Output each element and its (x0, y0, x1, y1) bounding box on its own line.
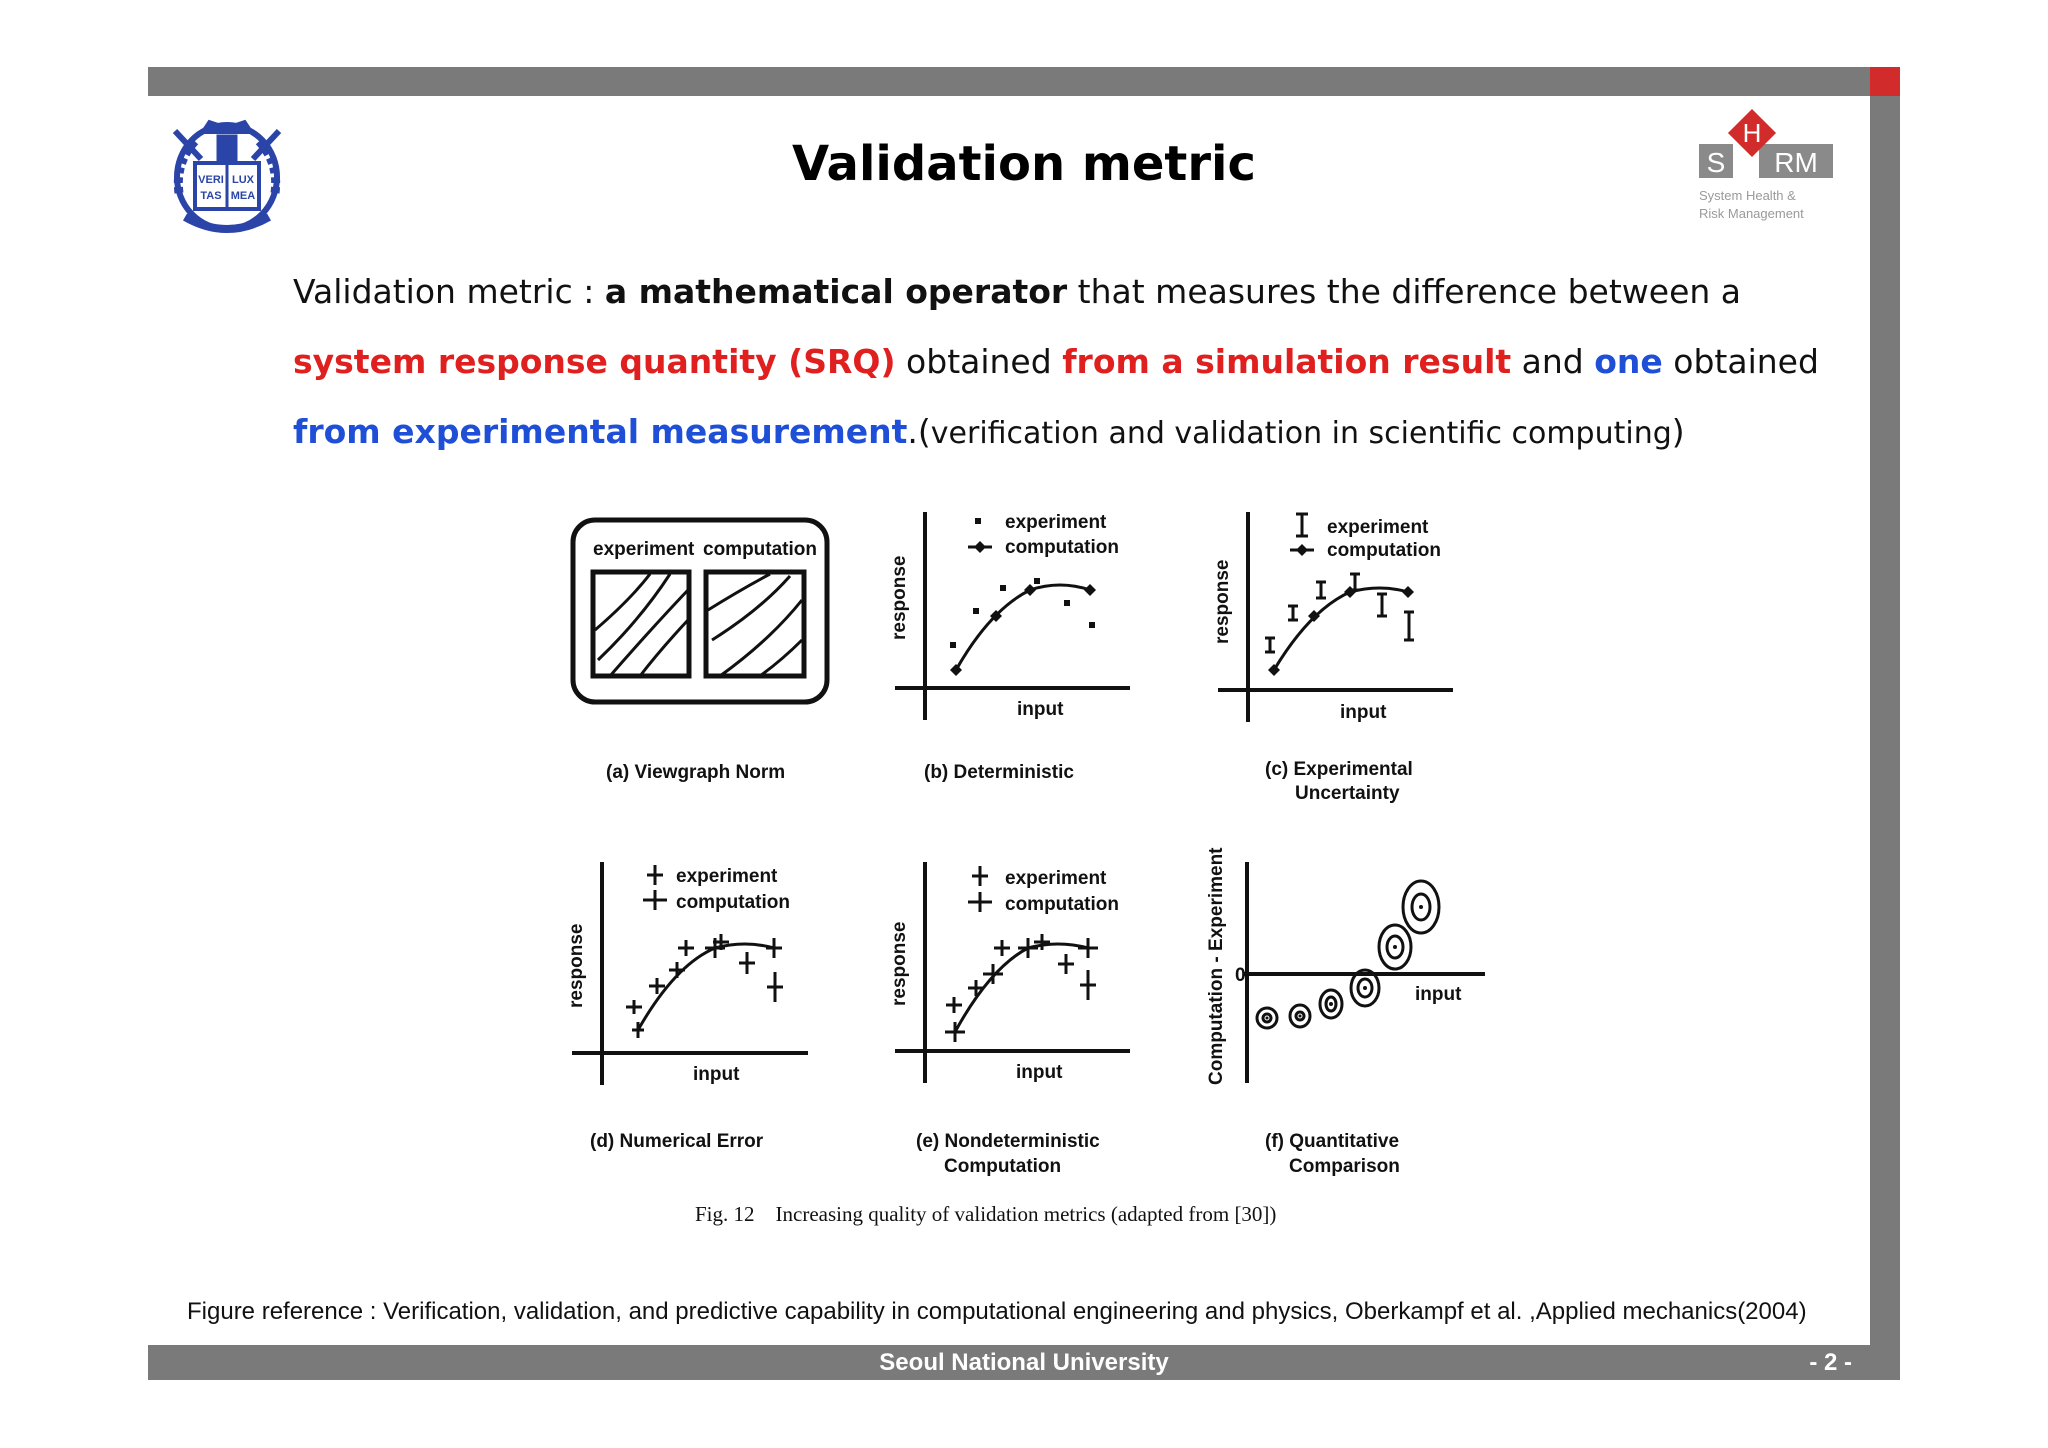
corner-accent (1870, 67, 1900, 96)
logo-letter-h: H (1742, 118, 1762, 148)
panel-d-x-label: input (693, 1064, 740, 1085)
panel-b (889, 512, 1130, 783)
logo-text-mea: MEA (230, 190, 256, 202)
panel-b-x-label: input (1017, 699, 1064, 720)
panel-a-caption: (a) Viewgraph Norm (606, 762, 786, 783)
panel-d-legend-computation: computation (676, 892, 790, 913)
page-number: - 2 - (1809, 1349, 1852, 1376)
definition-line-3 (293, 402, 1743, 472)
panel-b-y-label: response (889, 555, 910, 640)
slide-title: Validation metric (792, 136, 1256, 192)
footer-university: Seoul National University (879, 1349, 1169, 1376)
figure-reference: Figure reference : Verification, validation, and predictive capability in computational engineering and physics, Oberkampf et al. ,Applied mechanics(2004) (187, 1298, 1807, 1325)
panel-e-legend-experiment: experiment (1005, 868, 1107, 889)
logo-caption-1: System Health & (1699, 188, 1796, 203)
logo-letter-s: S (1706, 147, 1726, 178)
figure-caption: Fig. 12 Increasing quality of validation metrics (adapted from [30]) (695, 1202, 1277, 1226)
text-run: obtained (1662, 342, 1819, 381)
highlight-experimental: from experimental measurement (293, 412, 908, 451)
panel-b-legend-computation: computation (1005, 537, 1119, 558)
right-bar (1870, 96, 1900, 1380)
panel-e (889, 862, 1130, 1177)
panel-f (1206, 847, 1485, 1177)
panel-f-x-label: input (1415, 984, 1462, 1005)
text-run: Validation metric : (293, 272, 605, 311)
panel-f-caption-2: Comparison (1289, 1156, 1400, 1177)
panel-d (566, 862, 808, 1152)
text-run: .( (907, 412, 931, 451)
panel-d-caption: (d) Numerical Error (590, 1131, 764, 1152)
text-run: ) (1671, 412, 1685, 451)
text-run: obtained (895, 342, 1063, 381)
panel-c (1212, 512, 1453, 804)
panel-a (573, 520, 827, 783)
panel-f-zero-label: 0 (1235, 965, 1246, 986)
text-run: and (1511, 342, 1595, 381)
panel-d-legend-experiment: experiment (676, 866, 778, 887)
top-bar (148, 67, 1900, 96)
definition-text (293, 262, 1819, 472)
logo-caption-2: Risk Management (1699, 206, 1804, 221)
panel-e-y-label: response (889, 921, 910, 1006)
panel-e-caption-1: (e) Nondeterministic (916, 1131, 1100, 1152)
highlight-one: one (1594, 342, 1663, 381)
panel-d-y-label: response (566, 923, 587, 1008)
panel-c-legend-experiment: experiment (1327, 517, 1429, 538)
text-run: that measures the difference between a (1067, 272, 1741, 311)
source-note: verification and validation in scientific computing (930, 416, 1672, 451)
logo-letter-rm: RM (1774, 147, 1818, 178)
panel-c-caption-1: (c) Experimental (1265, 759, 1413, 780)
logo-text-tas: TAS (200, 190, 222, 202)
highlight-simulation: from a simulation result (1062, 342, 1512, 381)
highlight-srq: system response quantity (SRQ) (293, 342, 896, 381)
footer-bar (148, 1345, 1900, 1380)
highlight-operator: a mathematical operator (604, 272, 1068, 311)
panel-c-x-label: input (1340, 702, 1387, 723)
panel-a-experiment-label: experiment (593, 539, 695, 560)
panel-a-computation-label: computation (703, 539, 817, 560)
panel-f-y-label: Computation - Experiment (1206, 847, 1227, 1085)
logo-text-veri: VERI (198, 174, 224, 186)
definition-line-2 (293, 332, 1819, 402)
panel-c-y-label: response (1212, 559, 1233, 644)
panel-e-caption-2: Computation (944, 1156, 1062, 1177)
panel-b-legend-experiment: experiment (1005, 512, 1107, 533)
panel-c-caption-2: Uncertainty (1295, 783, 1400, 804)
panel-f-caption-1: (f) Quantitative (1265, 1131, 1400, 1152)
definition-line-1 (293, 262, 1743, 332)
validation-metrics-figure (550, 500, 1550, 1244)
panel-c-legend-computation: computation (1327, 540, 1441, 561)
panel-b-caption: (b) Deterministic (924, 762, 1074, 783)
logo-text-lux: LUX (232, 174, 254, 186)
panel-e-x-label: input (1016, 1062, 1063, 1083)
panel-e-legend-computation: computation (1005, 894, 1119, 915)
